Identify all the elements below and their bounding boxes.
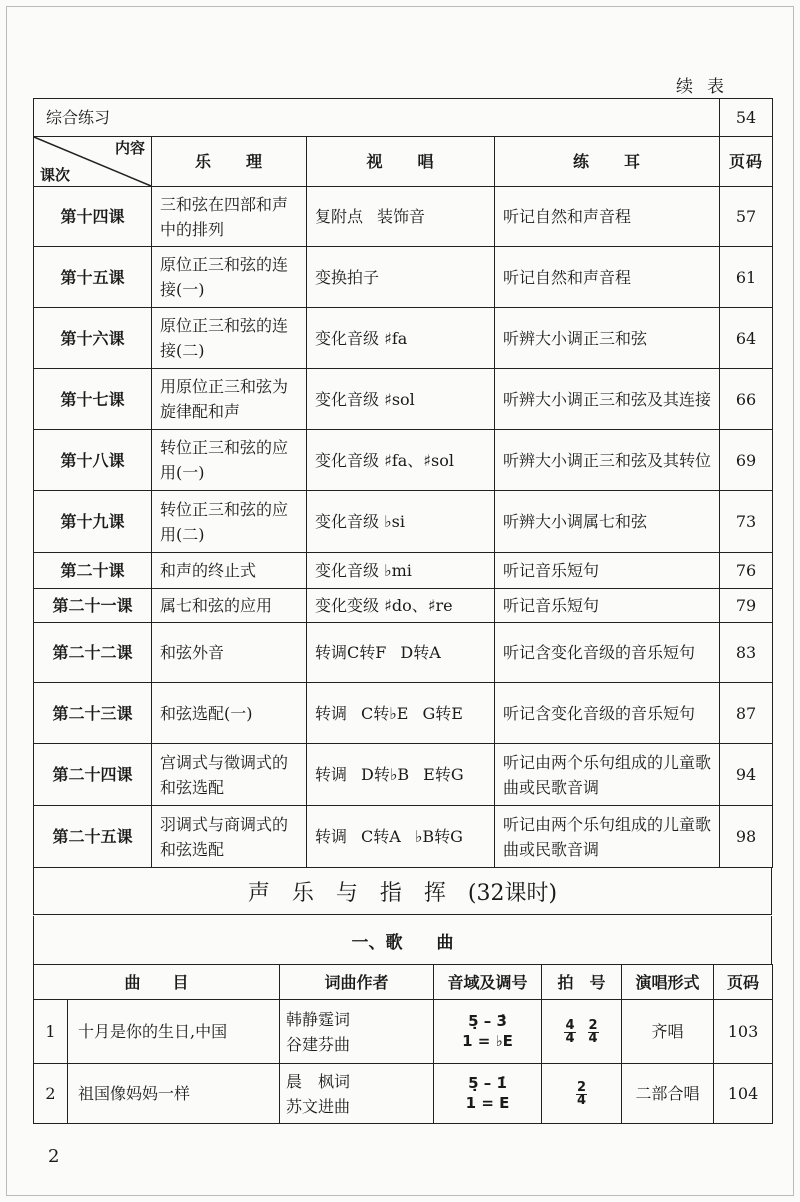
header-song-page: 页码 (714, 965, 773, 1000)
lesson-number: 第十四课 (34, 187, 152, 247)
theory-cell: 转位正三和弦的应用(二) (152, 491, 307, 553)
meter-unit: 4 (565, 1031, 575, 1046)
diagonal-header (34, 137, 152, 187)
lesson-number: 第二十三课 (34, 683, 152, 744)
lesson-row (34, 430, 773, 491)
time-signature (576, 1082, 587, 1107)
lesson-number: 第二十四课 (34, 744, 152, 806)
header-song: 曲 目 (34, 965, 280, 1000)
page-cell: 66 (720, 369, 773, 430)
course-table (33, 98, 773, 868)
sight-cell (307, 553, 495, 589)
sight-cell (307, 187, 495, 247)
header-range: 音域及调号 (434, 965, 542, 1000)
meter-unit: 4 (588, 1031, 598, 1046)
lesson-row (34, 553, 773, 589)
composer: 苏文进曲 (286, 1096, 351, 1116)
theory-cell: 羽调式与商调式的和弦选配 (152, 806, 307, 868)
sight-cell (307, 744, 495, 806)
page-number: 2 (48, 1146, 60, 1167)
lesson-number: 第十七课 (34, 369, 152, 430)
sight-item: 变化音级 ♭mi (315, 561, 412, 580)
sight-item: 转调 (315, 827, 348, 846)
page-cell: 61 (720, 247, 773, 308)
lesson-row (34, 744, 773, 806)
theory-cell: 转位正三和弦的应用(一) (152, 430, 307, 491)
lesson-number: 第十九课 (34, 491, 152, 553)
sight-cell (307, 623, 495, 683)
sight-item: 变化变级 ♯do、♯re (315, 596, 453, 615)
sight-item: C转♭E (361, 703, 409, 723)
ear-cell: 听记由两个乐句组成的儿童歌曲或民歌音调 (495, 744, 720, 806)
section-title (33, 868, 772, 915)
page-cell: 64 (720, 308, 773, 369)
song-rows (34, 1000, 773, 1124)
sight-item: 变化音级 ♯fa (315, 328, 408, 348)
sight-item: 变化音级 ♯sol (315, 389, 415, 409)
continued-label: 续表 (676, 77, 738, 97)
sight-item: 复附点 (315, 207, 364, 226)
sight-cell (307, 806, 495, 868)
sight-item: ♭B转G (414, 827, 463, 846)
lesson-number: 第十八课 (34, 430, 152, 491)
lesson-number: 第二十二课 (34, 623, 152, 683)
header-authors: 词曲作者 (280, 965, 434, 1000)
time-signature (588, 1020, 599, 1045)
page-cell: 87 (720, 683, 773, 744)
meter-unit: 4 (576, 1093, 587, 1108)
lesson-number: 第二十课 (34, 553, 152, 589)
page-cell: 69 (720, 430, 773, 491)
songs-table (33, 964, 773, 1124)
time-signature (564, 1020, 575, 1045)
sight-item: D转♭B (361, 765, 410, 784)
ear-cell: 听记自然和声音程 (495, 187, 720, 247)
song-row (34, 1064, 773, 1124)
composer: 谷建芬曲 (286, 1034, 351, 1054)
song-title: 祖国像妈妈一样 (68, 1064, 280, 1124)
sight-item: 转调C转F (315, 643, 387, 662)
page-cell: 79 (720, 589, 773, 623)
header-content: 内容 (114, 139, 145, 157)
theory-cell: 原位正三和弦的连接(一) (152, 247, 307, 308)
song-title: 十月是你的生日,中国 (68, 1000, 280, 1064)
song-authors (280, 1064, 434, 1124)
ear-cell: 听辨大小调正三和弦 (495, 308, 720, 369)
lesson-number: 第二十一课 (34, 589, 152, 623)
course-rows (34, 187, 773, 868)
meter-beats: 4 (565, 1018, 575, 1033)
meter-cell (542, 1000, 622, 1064)
sight-cell (307, 430, 495, 491)
theory-cell: 用原位正三和弦为旋律配和声 (152, 369, 307, 430)
song-row (34, 1000, 773, 1064)
ear-cell: 听辨大小调属七和弦 (495, 491, 720, 553)
form-cell: 齐唱 (622, 1000, 714, 1064)
theory-cell: 和声的终止式 (152, 553, 307, 589)
key: 1 = E (465, 1093, 510, 1112)
section-title-main: 声乐与指挥 (247, 880, 468, 906)
section-page: 54 (720, 99, 773, 137)
range: 5̣ – 1̇ (468, 1073, 507, 1092)
page-cell: 73 (720, 491, 773, 553)
section-row (34, 99, 773, 137)
song-authors (280, 1000, 434, 1064)
ear-cell: 听记音乐短句 (495, 589, 720, 623)
meter-beats: 2 (588, 1018, 598, 1033)
meter-beats: 2 (576, 1080, 587, 1095)
header-meter: 拍 号 (542, 965, 622, 1000)
song-page: 104 (714, 1064, 773, 1124)
lesson-number: 第十五课 (34, 247, 152, 308)
key: 1 = ♭E (462, 1031, 513, 1050)
song-no: 1 (34, 1000, 68, 1064)
sight-item: 变换拍子 (315, 267, 380, 287)
range-cell (434, 1064, 542, 1124)
theory-cell: 三和弦在四部和声中的排列 (152, 187, 307, 247)
lesson-row (34, 806, 773, 868)
header-row (34, 137, 773, 187)
lesson-row (34, 308, 773, 369)
sight-item: 变化音级 ♭si (315, 512, 405, 531)
ear-cell: 听记由两个乐句组成的儿童歌曲或民歌音调 (495, 806, 720, 868)
section-title-hours: (32课时) (467, 880, 558, 906)
sight-cell (307, 308, 495, 369)
lesson-number: 第二十五课 (34, 806, 152, 868)
theory-cell: 宫调式与徵调式的和弦选配 (152, 744, 307, 806)
sight-cell (307, 589, 495, 623)
page-cell: 76 (720, 553, 773, 589)
lesson-row (34, 187, 773, 247)
sight-cell (307, 491, 495, 553)
lesson-row (34, 589, 773, 623)
theory-cell: 属七和弦的应用 (152, 589, 307, 623)
sub-title: 一、歌 曲 (33, 916, 772, 965)
sight-item: 装饰音 (377, 207, 426, 226)
header-form: 演唱形式 (622, 965, 714, 1000)
lesson-row (34, 369, 773, 430)
ear-cell: 听辨大小调正三和弦及其转位 (495, 430, 720, 491)
sight-item: 转调 (315, 703, 348, 723)
page-cell: 83 (720, 623, 773, 683)
sight-item: D转A (400, 643, 441, 662)
ear-cell: 听记自然和声音程 (495, 247, 720, 308)
page-cell: 57 (720, 187, 773, 247)
header-lesson: 课次 (40, 166, 71, 184)
theory-cell: 原位正三和弦的连接(二) (152, 308, 307, 369)
ear-cell: 听记音乐短句 (495, 553, 720, 589)
sight-item: 转调 (315, 765, 348, 784)
lesson-row (34, 623, 773, 683)
song-no: 2 (34, 1064, 68, 1124)
page-cell: 94 (720, 744, 773, 806)
sight-cell (307, 683, 495, 744)
section-label: 综合练习 (34, 99, 720, 137)
form-cell: 二部合唱 (622, 1064, 714, 1124)
sight-item: G转E (422, 703, 463, 723)
lesson-row (34, 491, 773, 553)
sight-cell (307, 369, 495, 430)
lesson-row (34, 247, 773, 308)
range: 5̣ – 3̇ (468, 1011, 507, 1030)
theory-cell: 和弦选配(一) (152, 683, 307, 744)
lesson-row (34, 683, 773, 744)
ear-cell: 听辨大小调正三和弦及其连接 (495, 369, 720, 430)
header-page: 页码 (720, 137, 773, 187)
meter-cell (542, 1064, 622, 1124)
range-cell (434, 1000, 542, 1064)
sight-item: C转A (361, 827, 401, 846)
lesson-number: 第十六课 (34, 308, 152, 369)
header-ear: 练 耳 (495, 137, 720, 187)
sight-item: 变化音级 ♯fa、♯sol (315, 450, 454, 470)
sight-item: E转G (423, 765, 464, 784)
lyricist: 晨 枫词 (286, 1071, 351, 1091)
sight-cell (307, 247, 495, 308)
header-sight: 视 唱 (307, 137, 495, 187)
theory-cell: 和弦外音 (152, 623, 307, 683)
song-page: 103 (714, 1000, 773, 1064)
page-cell: 98 (720, 806, 773, 868)
songs-header-row (34, 965, 773, 1000)
header-theory: 乐 理 (152, 137, 307, 187)
lyricist: 韩静霆词 (286, 1009, 351, 1029)
ear-cell: 听记含变化音级的音乐短句 (495, 683, 720, 744)
ear-cell: 听记含变化音级的音乐短句 (495, 623, 720, 683)
